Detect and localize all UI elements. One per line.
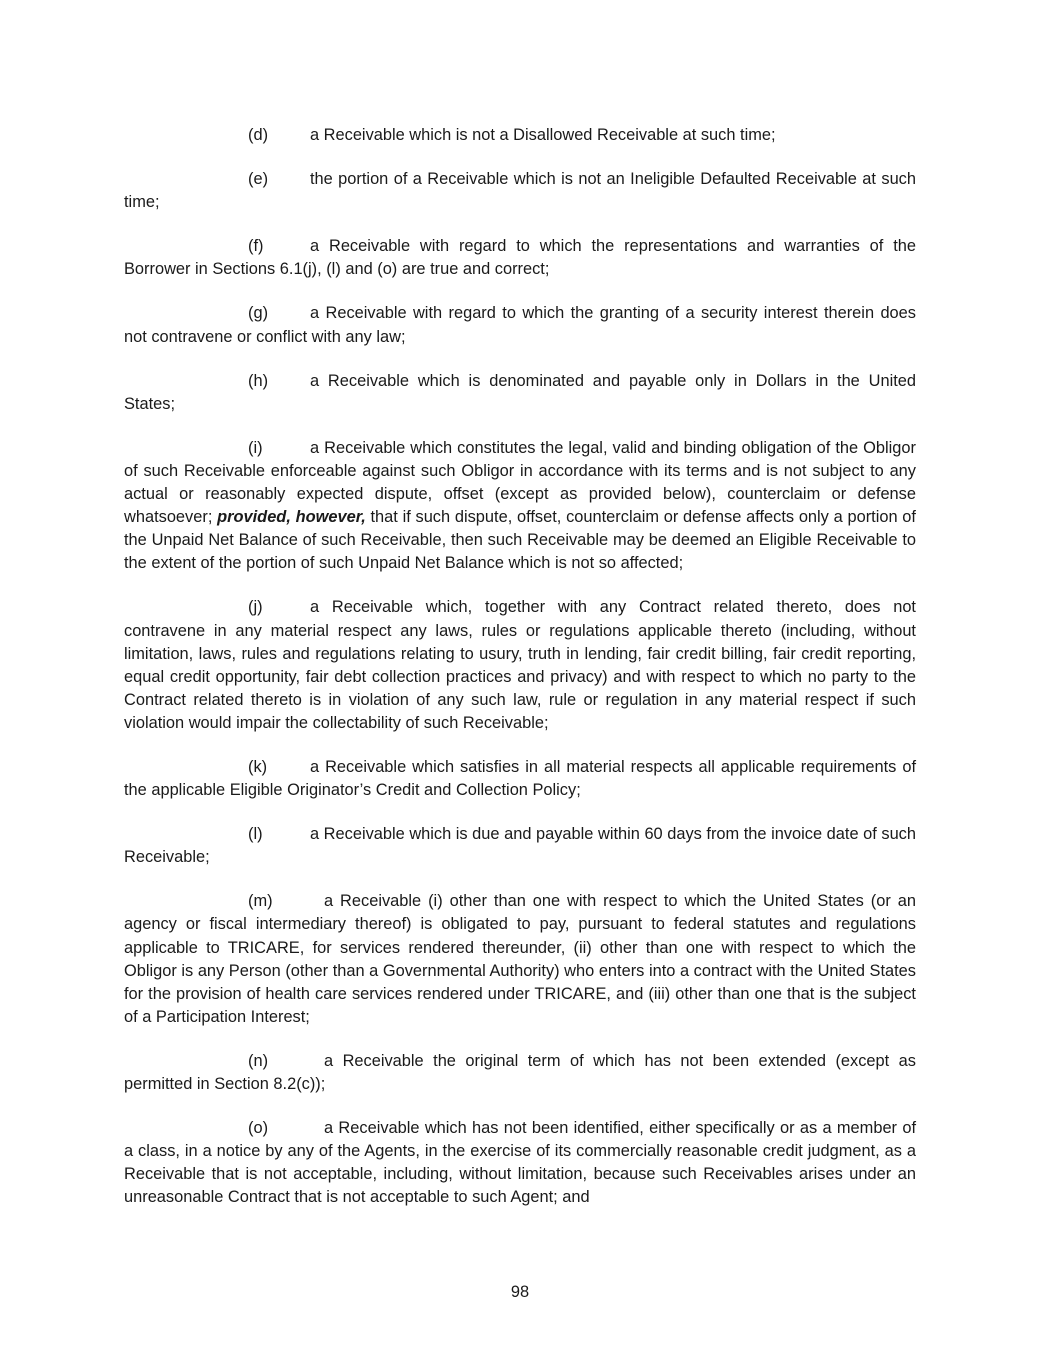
clause-text: a Receivable which has not been identified, either specifically or as a member of a class, in a notice by any of the Agents, in the exercise of its commercially reasonable credit judgment, as a Receivable that is not acceptable, including, without limitation, because such Receivables arises under an unreasonable Contract that is not acceptable to such Agent; and: [124, 1119, 916, 1207]
clause-k: [124, 756, 916, 802]
clause-l: [124, 823, 916, 869]
clause-label: (n): [248, 1051, 269, 1070]
clause-label: (f): [248, 237, 264, 256]
clause-text: the portion of a Receivable which is not an Ineligible Defaulted Receivable at such time;: [124, 170, 916, 212]
clause-text: a Receivable with regard to which the representations and warranties of the Borrower in Sections 6.1(j), (l) and (o) are true and correct;: [124, 237, 916, 279]
clause-label: (e): [248, 170, 269, 189]
clause-text: a Receivable which satisfies in all material respects all applicable requirements of the applicable Eligible Originator’s Credit and Collection Policy;: [124, 757, 916, 800]
clause-text: a Receivable with regard to which the granting of a security interest therein does not contravene or conflict with any law;: [124, 304, 916, 346]
clause-h: [124, 370, 916, 416]
clause-n: [124, 1050, 916, 1096]
document-body: [124, 124, 916, 1230]
clause-label: (g): [248, 304, 269, 323]
clause-label: (o): [248, 1119, 269, 1138]
clause-text: a Receivable (i) other than one with respect to which the United States (or an agency or fiscal intermediary thereof) is obligated to pay, pursuant to federal statutes and regulations applicable to TRICARE, for services rendered thereunder, (ii) other than one with respect to which the Obligor is any Person (other than a Governmental Authority) who enters into a contract with the United States for the provision of health care services rendered under TRICARE, and (iii) other than one that is the subject of a Participation Interest;: [124, 892, 916, 1026]
clause-text: a Receivable which, together with any Contract related thereto, does not contravene in any material respect any laws, rules or regulations applicable thereto (including, without limitation, laws, rules and regulations relating to usury, truth in lending, fair credit billing, fair credit reporting, equal credit opportunity, fair debt collection practices and privacy) and with respect to which no party to the Contract related thereto is in violation of any such law, rule or regulation in any material respect if such violation would impair the collectability of such Receivable;: [124, 598, 916, 732]
page-number: 98: [510, 1283, 530, 1301]
clause-text: a Receivable which is denominated and payable only in Dollars in the United States;: [124, 371, 916, 413]
clause-text: a Receivable which is not a Disallowed Receivable at such time;: [310, 126, 776, 144]
clause-text-after: that if such dispute, offset, counterclaim or defense affects only a portion of the Unpaid Net Balance of such Receivable, then such Receivable may be deemed an Eligible Receivable to the extent of the portion of such Unpaid Net Balance which is not so affected;: [124, 508, 916, 573]
clause-text: a Receivable which is due and payable within 60 days from the invoice date of such Receivable;: [124, 825, 916, 867]
clause-label: (j): [248, 598, 263, 617]
clause-e: [124, 168, 916, 214]
clause-text-before: a Receivable which constitutes the legal, valid and binding obligation of the Obligor of such Receivable enforceable against such Obligor in accordance with its terms and is not subject to any actual or reasonably expected dispute, offset (except as provided below), counterclaim or defense whatsoever;: [124, 438, 916, 527]
clause-label: (m): [248, 892, 273, 911]
clause-g: [124, 302, 916, 348]
clause-o: [124, 1117, 916, 1209]
clause-label: (h): [248, 371, 269, 390]
clause-j: [124, 596, 916, 735]
clause-label: (d): [248, 126, 269, 144]
clause-label: (l): [248, 825, 263, 844]
clause-f: [124, 235, 916, 281]
clause-i: [124, 437, 916, 576]
clause-m: [124, 890, 916, 1029]
clause-d: [124, 124, 916, 147]
clause-label: (k): [248, 757, 268, 776]
clause-label: (i): [248, 438, 263, 457]
clause-text: a Receivable the original term of which has not been extended (except as permitted in Section 8.2(c));: [124, 1051, 916, 1093]
clause-emphasis: provided, however,: [217, 508, 366, 527]
